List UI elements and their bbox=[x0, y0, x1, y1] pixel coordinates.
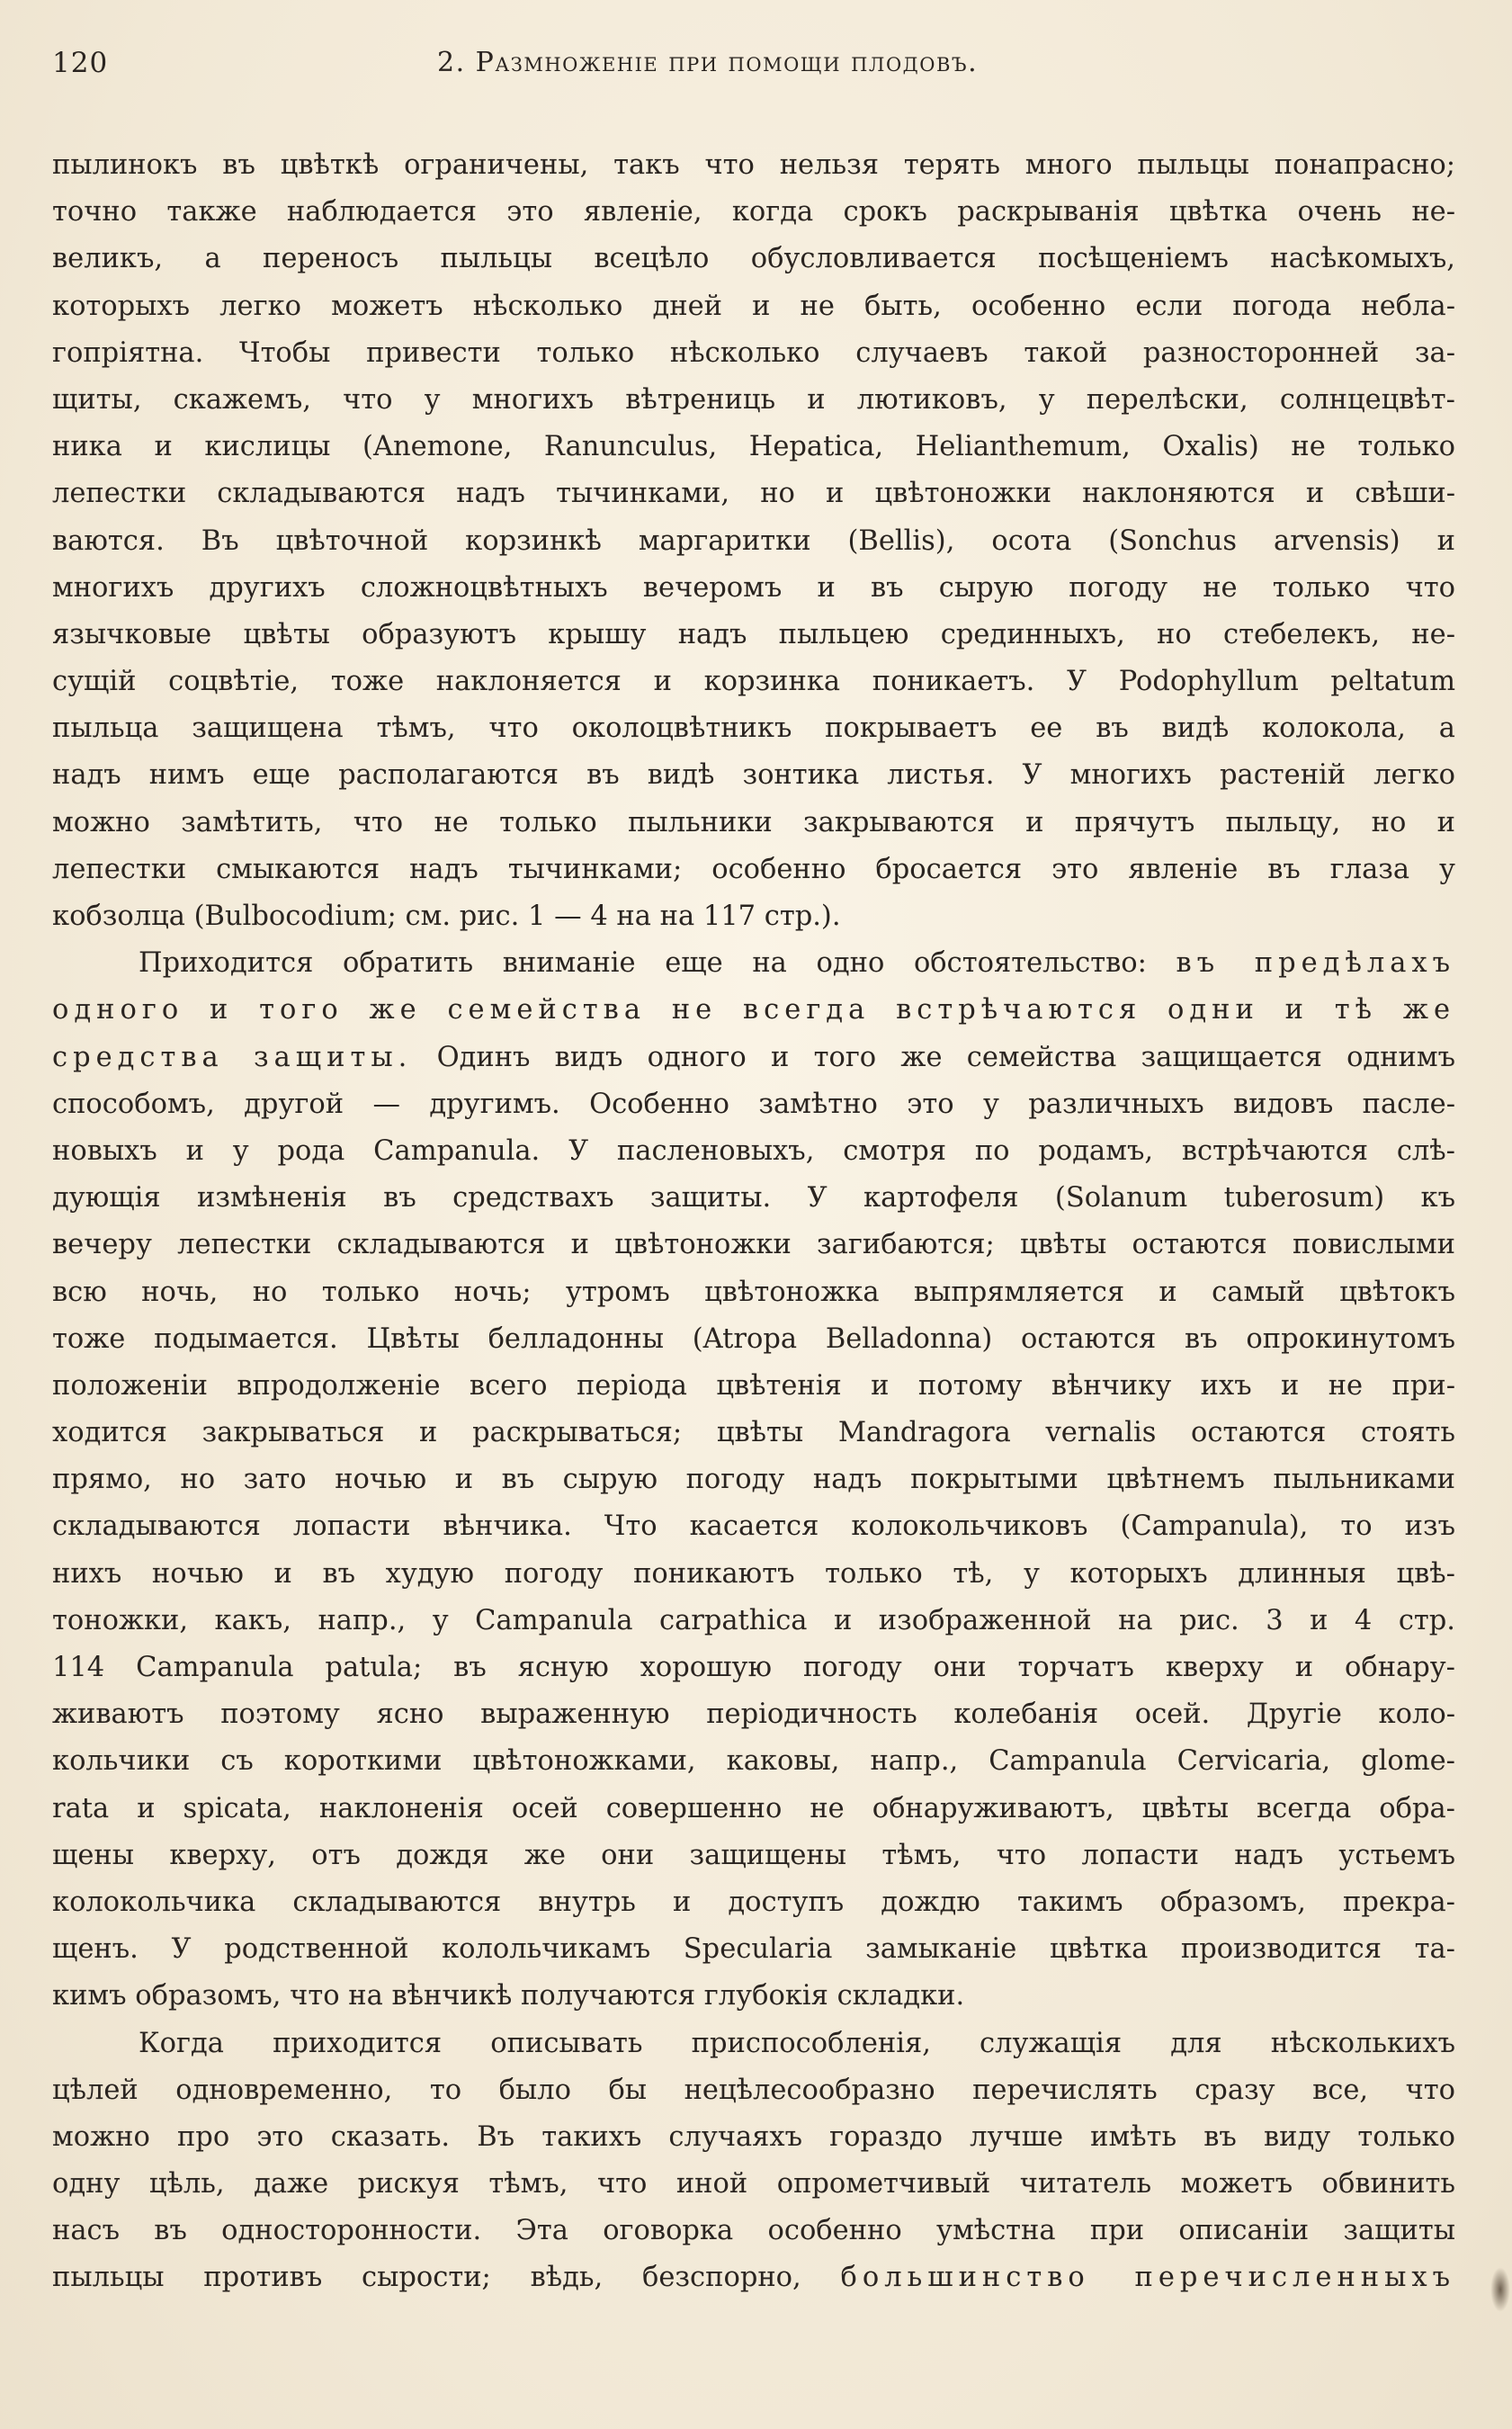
text-line: великъ, а переносъ пыльцы всецѣло обусловливается посѣщеніемъ насѣкомыхъ, bbox=[52, 243, 1455, 275]
text-line: тоножки, какъ, напр., у Campanula carpathica и изображенной на рис. 3 и 4 стр. bbox=[52, 1604, 1455, 1636]
text-line: лепестки складываются надъ тычинками, но и цвѣтоножки наклоняются и свѣши- bbox=[52, 478, 1455, 510]
paragraph-end-line: кимъ образомъ, что на вѣнчикѣ получаются глубокія складки. bbox=[52, 1980, 965, 2012]
body-text bbox=[52, 142, 1455, 2302]
text-line: гопріятна. Чтобы привести только нѣсколько случаевъ такой разносторонней за- bbox=[52, 336, 1455, 369]
text-line: надъ нимъ еще располагаются въ видѣ зонтика листья. У многихъ растеній легко bbox=[52, 759, 1455, 792]
text-line: пылинокъ въ цвѣткѣ ограничены, такъ что нельзя терять много пыльцы понапрасно; bbox=[52, 149, 1455, 181]
running-head: 2. Размноженіе при помощи плодовъ. bbox=[437, 47, 979, 78]
text-line: ника и кислицы (Anemone, Ranunculus, Hepatica, Helianthemum, Oxalis) не только bbox=[52, 431, 1455, 463]
text-line: прямо, но зато ночью и въ сырую погоду надъ покрытыми цвѣтнемъ пыльниками bbox=[52, 1464, 1455, 1496]
text-line: насъ въ односторонности. Эта оговорка особенно умѣстна при описаніи защиты bbox=[52, 2215, 1455, 2247]
text-line: можно замѣтить, что не только пыльники закрываются и прячутъ пыльцу, но и bbox=[52, 806, 1455, 838]
text-line: многихъ другихъ сложноцвѣтныхъ вечеромъ и въ сырую погоду не только что bbox=[52, 571, 1455, 604]
text-line: которыхъ легко можетъ нѣсколько дней и не быть, особенно если погода небла- bbox=[52, 290, 1455, 322]
text-line: щиты, скажемъ, что у многихъ вѣтрениць и лютиковъ, у перелѣски, солнцецвѣт- bbox=[52, 383, 1455, 416]
edge-stain bbox=[1490, 2267, 1510, 2312]
text-line: способомъ, другой — другимъ. Особенно замѣтно это у различныхъ видовъ пасле- bbox=[52, 1088, 1455, 1120]
text-line: новыхъ и у рода Campanula. У пасленовыхъ, смотря по родамъ, встрѣчаются слѣ- bbox=[52, 1134, 1455, 1167]
text-line: пыльцы противъ сырости; вѣдь, безспорно, большинство перечисленныхъ bbox=[52, 2262, 1455, 2294]
text-line: вечеру лепестки складываются и цвѣтоножки загибаются; цвѣты остаются повислыми bbox=[52, 1229, 1455, 1261]
text-line: всю ночь, но только ночь; утромъ цвѣтоножка выпрямляется и самый цвѣтокъ bbox=[52, 1276, 1455, 1308]
text-line: ходится закрываться и раскрываться; цвѣты Mandragora vernalis остаются стоять bbox=[52, 1417, 1455, 1449]
text-line: нихъ ночью и въ худую погоду поникаютъ только тѣ, у которыхъ длинныя цвѣ- bbox=[52, 1557, 1455, 1590]
text-line: точно также наблюдается это явленіе, когда срокъ раскрыванія цвѣтка очень не- bbox=[52, 196, 1455, 229]
text-line: тоже подымается. Цвѣты белладонны (Atropa Belladonna) остаются въ опрокинутомъ bbox=[52, 1322, 1455, 1355]
text-line: щенъ. У родственной колольчикамъ Specularia замыканіе цвѣтка производится та- bbox=[52, 1933, 1455, 1966]
paragraph-start-line: Приходится обратить вниманіе еще на одно обстоятельство: въ предѣлахъ bbox=[139, 947, 1455, 980]
text-line: 114 Campanula patula; въ ясную хорошую погоду они торчатъ кверху и обнару- bbox=[52, 1652, 1455, 1683]
text-line: пыльца защищена тѣмъ, что околоцвѣтникъ покрываетъ ее въ видѣ колокола, а bbox=[52, 713, 1455, 745]
text-line: ваются. Въ цвѣточной корзинкѣ маргаритки (Bellis), осота (Sonchus arvensis) и bbox=[52, 524, 1455, 557]
text-line: rata и spicata, наклоненія осей совершенно не обнаруживаютъ, цвѣты всегда обра- bbox=[52, 1792, 1455, 1824]
text-line: живаютъ поэтому ясно выраженную періодичность колебанія осей. Другіе коло- bbox=[52, 1699, 1455, 1731]
text-line: одну цѣль, даже рискуя тѣмъ, что иной опрометчивый читатель можетъ обвинить bbox=[52, 2168, 1455, 2200]
text-line: средства защиты. Одинъ видъ одного и того же семейства защищается однимъ bbox=[52, 1041, 1455, 1073]
text-line: положеніи впродолженіе всего періода цвѣтенія и потому вѣнчику ихъ и не при- bbox=[52, 1369, 1455, 1402]
text-line: сущій соцвѣтіе, тоже наклоняется и корзинка поникаетъ. У Podophyllum peltatum bbox=[52, 666, 1455, 698]
text-line: колокольчика складываются внутрь и доступъ дождю такимъ образомъ, прекра- bbox=[52, 1886, 1455, 1918]
text-line: дующія измѣненія въ средствахъ защиты. У картофеля (Solanum tuberosum) къ bbox=[52, 1182, 1455, 1214]
paragraph-end-line: кобзолца (Bulbocodium; см. рис. 1 — 4 на на 117 стр.). bbox=[52, 901, 841, 932]
paragraph-start-line: Когда приходится описывать приспособленія, служащія для нѣсколькихъ bbox=[139, 2027, 1455, 2059]
text-line: лепестки смыкаются надъ тычинками; особенно бросается это явленіе въ глаза у bbox=[52, 853, 1455, 885]
text-line: можно про это сказать. Въ такихъ случаяхъ гораздо лучше имѣть въ виду только bbox=[52, 2120, 1455, 2153]
spaced-text-line: одного и того же семейства не всегда встрѣчаются одни и тѣ же bbox=[52, 994, 1455, 1026]
page-header bbox=[52, 47, 1455, 92]
text-line: цѣлей одновременно, то было бы нецѣлесообразно перечислять сразу все, что bbox=[52, 2074, 1455, 2106]
page-number: 120 bbox=[52, 47, 109, 79]
text-line: складываются лопасти вѣнчика. Что касается колокольчиковъ (Campanula), то изъ bbox=[52, 1510, 1455, 1543]
text-line: щены кверху, отъ дождя же они защищены тѣмъ, что лопасти надъ устьемъ bbox=[52, 1839, 1455, 1871]
text-line: кольчики съ короткими цвѣтоножками, каковы, напр., Campanula Cervicaria, glome- bbox=[52, 1745, 1455, 1778]
text-line: язычковые цвѣты образуютъ крышу надъ пыльцею срединныхъ, но стебелекъ, не- bbox=[52, 618, 1455, 650]
